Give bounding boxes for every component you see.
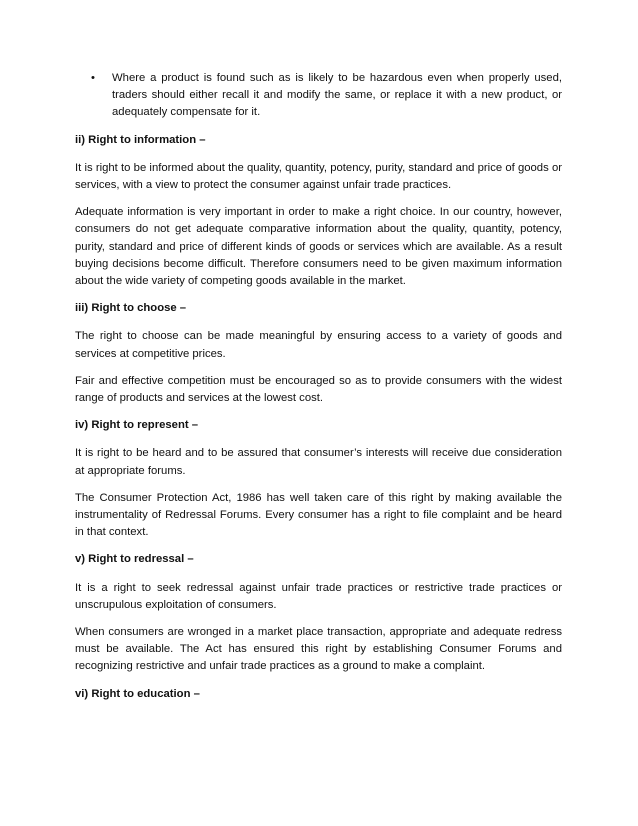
paragraph: Fair and effective competition must be encouraged so as to provide consumers with the widest range of products and services at the lowest cost. (75, 374, 562, 405)
section-right-to-redressal (75, 551, 562, 675)
section-heading: iv) Right to represent – (75, 419, 199, 432)
section-heading: v) Right to redressal – (75, 553, 194, 566)
bullet-text: Where a product is found such as is likely to be hazardous even when properly used, traders should either recall it and modify the same, or replace it with a new product, or adequately compensate for it. (112, 72, 562, 119)
section-heading: vi) Right to education – (75, 687, 200, 700)
section-right-to-education (75, 686, 562, 703)
bullet-icon: • (91, 72, 95, 84)
section-heading: ii) Right to information – (75, 133, 206, 146)
paragraph: It is right to be heard and to be assured that consumer’s interests will receive due consideration at appropriate forums. (75, 447, 562, 477)
paragraph: The Consumer Protection Act, 1986 has well taken care of this right by making available the instrumentality of Redressal Forums. Every consumer has a right to file complaint and be heard in that context. (75, 491, 562, 539)
paragraph: Adequate information is very important in order to make a right choice. In our country, however, consumers do not get adequate comparative information about the quality, quantity, potency, purity, standard and price of different kinds of goods or services which are available. As a result buying decisions become difficult. Therefore consumers need to be given maximum information about the wide variety of competing goods available in the market. (75, 206, 562, 288)
section-right-to-information (75, 132, 562, 291)
paragraph: The right to choose can be made meaningful by ensuring access to a variety of goods and services at competitive prices. (75, 330, 562, 360)
section-right-to-choose (75, 300, 562, 407)
paragraph: It is a right to seek redressal against unfair trade practices or restrictive trade practices or unscrupulous exploitation of consumers. (75, 581, 562, 611)
list-item (75, 70, 562, 122)
section-heading: iii) Right to choose – (75, 302, 187, 315)
document-page (75, 70, 562, 714)
paragraph: When consumers are wronged in a market place transaction, appropriate and adequate redress must be available. The Act has ensured this right by establishing Consumer Forums and recognizing restrictive and unfair trade practices as a ground to make a complaint. (75, 626, 562, 673)
section-right-to-represent (75, 417, 562, 541)
paragraph: It is right to be informed about the quality, quantity, potency, purity, standard and price of goods or services, with a view to protect the consumer against unfair trade practices. (75, 161, 562, 192)
bullet-list (75, 70, 562, 122)
